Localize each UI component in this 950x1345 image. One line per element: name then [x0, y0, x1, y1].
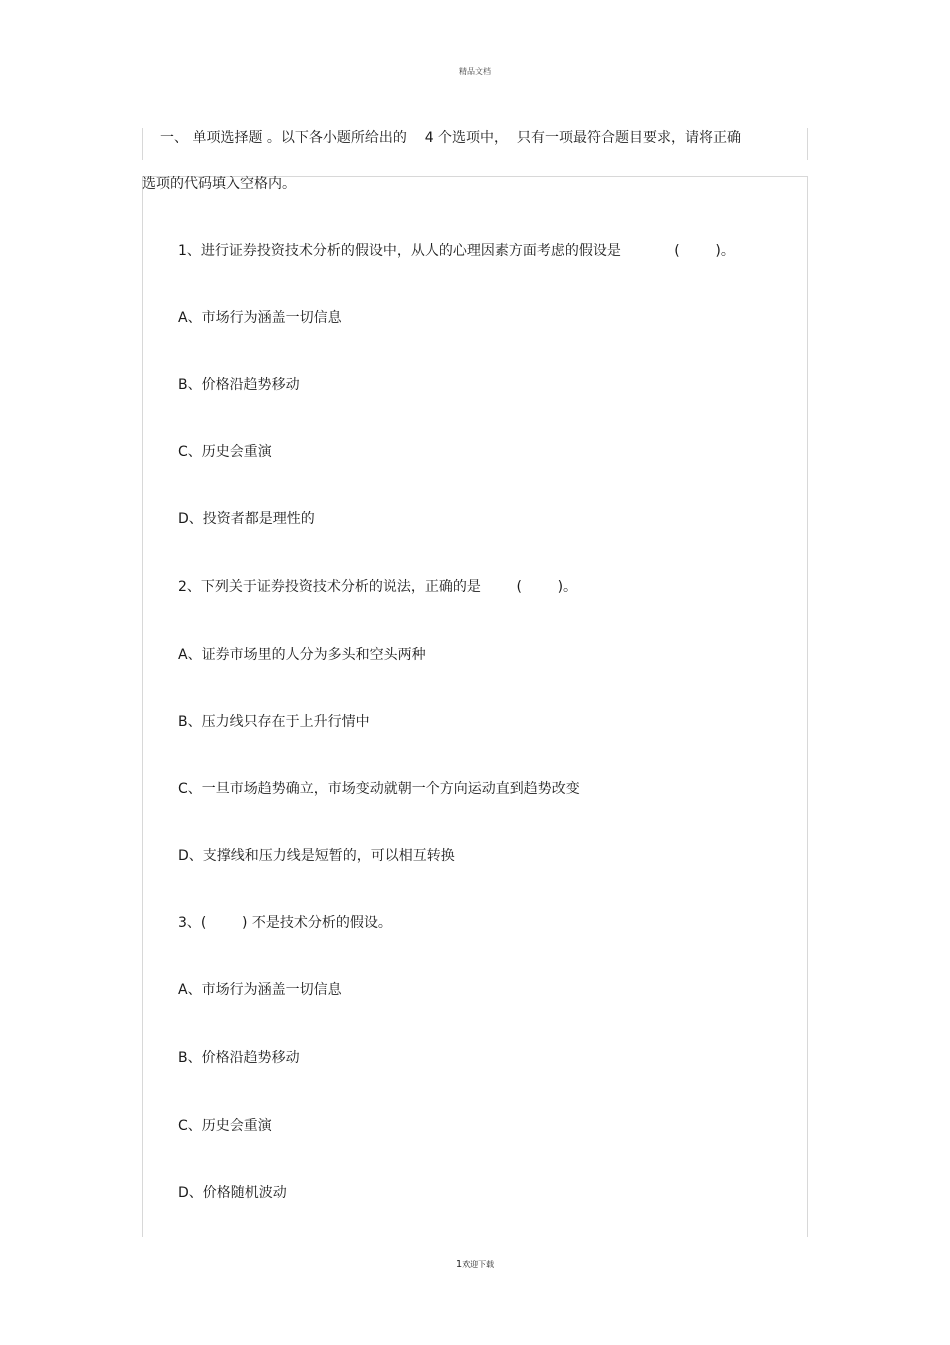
- question-3-option-d: D、价格随机波动: [178, 1185, 287, 1201]
- question-3-stem: 3、( ) 不是技术分析的假设。: [178, 915, 392, 931]
- question-1-option-b: B、价格沿趋势移动: [178, 377, 300, 393]
- question-2-option-a: A、证券市场里的人分为多头和空头两种: [178, 647, 426, 663]
- question-1-option-a: A、市场行为涵盖一切信息: [178, 310, 342, 326]
- question-1-option-c: C、历史会重演: [178, 444, 272, 460]
- footer-text: 欢迎下载: [462, 1260, 495, 1269]
- question-2-stem: 2、下列关于证券投资技术分析的说法，正确的是 ( )。: [178, 579, 578, 595]
- question-2-option-d: D、支撑线和压力线是短暂的，可以相互转换: [178, 848, 455, 864]
- question-1-stem: 1、进行证券投资技术分析的假设中，从人的心理因素方面考虑的假设是 ( )。: [178, 243, 735, 259]
- question-3-option-a: A、市场行为涵盖一切信息: [178, 982, 342, 998]
- section-intro-line-1: 一、 单项选择题 。以下各小题所给出的 4 个选项中， 只有一项最符合题目要求，请将正确: [160, 130, 741, 146]
- question-2-option-b: B、压力线只存在于上升行情中: [178, 714, 370, 730]
- section-intro-line-2: 选项的代码填入空格内。: [142, 176, 296, 192]
- question-2-option-c: C、一旦市场趋势确立，市场变动就朝一个方向运动直到趋势改变: [178, 781, 580, 797]
- page-header-mark: 精品文档: [459, 67, 491, 76]
- content-frame: [142, 176, 808, 1237]
- question-3-option-c: C、历史会重演: [178, 1118, 272, 1134]
- page-number: 1: [455, 1259, 463, 1270]
- page-footer: [0, 1259, 950, 1270]
- question-3-option-b: B、价格沿趋势移动: [178, 1050, 300, 1066]
- question-1-option-d: D、投资者都是理性的: [178, 511, 315, 527]
